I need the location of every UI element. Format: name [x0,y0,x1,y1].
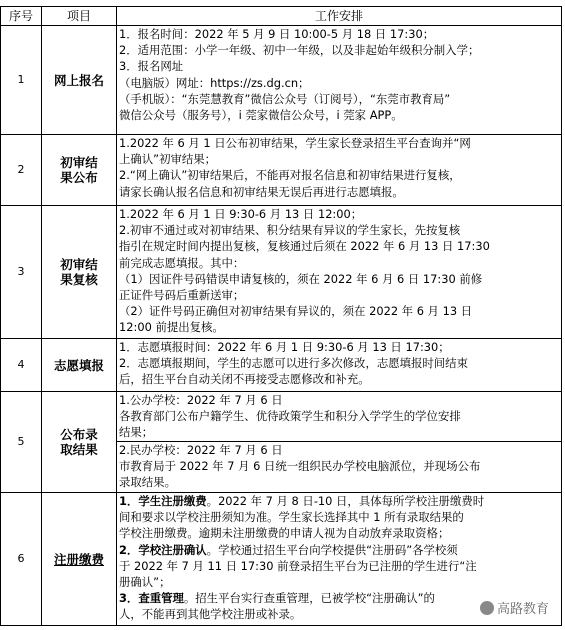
row-item: 公布录 取结果 [42,392,117,493]
content-line: 请家长确认报名信息和初审结果无误后再进行志愿填报。 [119,184,404,199]
header-seq: 序号 [1,7,42,26]
content-line: 1.公办学校：2022 年 7 月 6 日 [119,393,283,407]
content-line: 上确认”初审结果； [119,152,217,167]
watermark-text: 高路教育 [496,602,549,617]
content-line: 后，招生平台自动关闭不再接受志愿修改和补充。 [119,372,370,387]
watermark [478,598,551,617]
row-number: 6 [1,493,42,626]
content-line: 2．适用范围：小学一年级、初中一年级，以及非起始年级积分制入学； [119,43,480,58]
row-content [117,392,562,493]
content-line: 1．报名时间：2022 年 5 月 9 日 10:00-5 月 18 日 17:30； [119,27,435,41]
content-line: （电脑版）网址：https://zs.dg.cn； [119,75,310,90]
content-line: 正证件号码后重新送审； [119,288,245,303]
content-line: 1.2022 年 6 月 1 日公布初审结果，学生家长登录招生平台查询并“网 [119,136,471,150]
content-line: 于 2022 年 7 月 11 日 17:30 前登录招生平台为已注册的学生进行“注 [119,558,477,573]
table-row [1,26,562,135]
content-line: 市教育局于 2022 年 7 月 6 日统一组织民办学校电脑派位，并现场公布 [119,458,481,473]
content-line: 指引在规定时间内提出复核，复核通过后须在 2022 年 6 月 13 日 17:30 [119,239,490,254]
content-line: 前完成志愿填报。其中： [119,255,245,270]
row-item: 初审结 果公布 [42,135,117,206]
row-content [117,206,562,339]
row-content [117,135,562,206]
table-row [1,206,562,339]
content-line: 学校注册缴费。逾期未注册缴费的申请人视为自动放弃录取资格； [119,526,450,541]
row-item: 志愿填报 [42,339,117,392]
content-line: 结果； [119,425,154,440]
content-line: 2.民办学校：2022 年 7 月 6 日 [117,441,561,458]
row-number: 2 [1,135,42,206]
table-row [1,392,562,493]
account-icon [480,601,494,615]
table-header-row [1,7,562,26]
row-content [117,339,562,392]
content-line: （手机版）：“东莞慧教育”微信公众号（订阅号），“东莞市教育局” [119,91,451,106]
content-line: 12:00 前提出复核。 [119,320,224,335]
enrollment-schedule-table [0,6,562,626]
content-line: 各教育部门公布户籍学生、优待政策学生和积分入学学生的学位安排 [119,409,461,424]
table-row [1,135,562,206]
row-number: 3 [1,206,42,339]
content-line: 人，不能再到其他学校注册或补录。 [119,607,302,622]
content-line: 1．志愿填报时间：2022 年 6 月 1 日 9:30-6 月 13 日 17:30； [119,340,450,354]
content-line: （1）因证件号码错误申请复核的，须在 2022 年 6 月 6 日 17:30 前修 [119,271,483,286]
row-item: 网上报名 [42,26,117,135]
row-number: 5 [1,392,42,493]
content-line: 2.“网上确认”初审结果后，不能再对报名信息和初审结果进行复核， [119,168,461,183]
content-line: 3．报名网址 [119,59,184,74]
content-line: 2．志愿填报期间，学生的志愿可以进行多次修改，志愿填报时间结束 [119,356,468,371]
content-line: 录取结果。 [119,475,176,490]
table-row [1,339,562,392]
content-line: 册确认”； [119,575,171,590]
content-line: 间和要求以学校注册须知为准。学生家长选择其中 1 所有录取结果的 [119,510,464,525]
content-line: 1.2022 年 6 月 1 日 9:30-6 月 13 日 12:00； [119,207,363,221]
content-line: 1．学生注册缴费。2022 年 7 月 8 日-10 日，具体每所学校注册缴费时 [119,494,485,508]
header-item: 项目 [42,7,117,26]
row-item: 初审结 果复核 [42,206,117,339]
content-line: （2）证件号码正确但对初审结果有异议的，须在 2022 年 6 月 13 日 [119,304,473,319]
content-line: 3．查重管理。招生平台实行查重管理，已被学校“注册确认”的 [119,591,435,606]
header-work-plan: 工作安排 [117,7,562,26]
row-content [117,26,562,135]
content-line: 2.初审不通过或对初审结果、积分结果有异议的学生家长，先按复核 [119,223,461,238]
content-line: 2．学校注册确认。学校通过招生平台向学校提供“注册码”各学校须 [119,542,458,557]
row-number: 1 [1,26,42,135]
row-item: 注册缴费 [42,493,117,626]
row-number: 4 [1,339,42,392]
content-line: 微信公众号（服务号），i 莞家微信公众号，i 莞家 APP。 [119,108,403,123]
